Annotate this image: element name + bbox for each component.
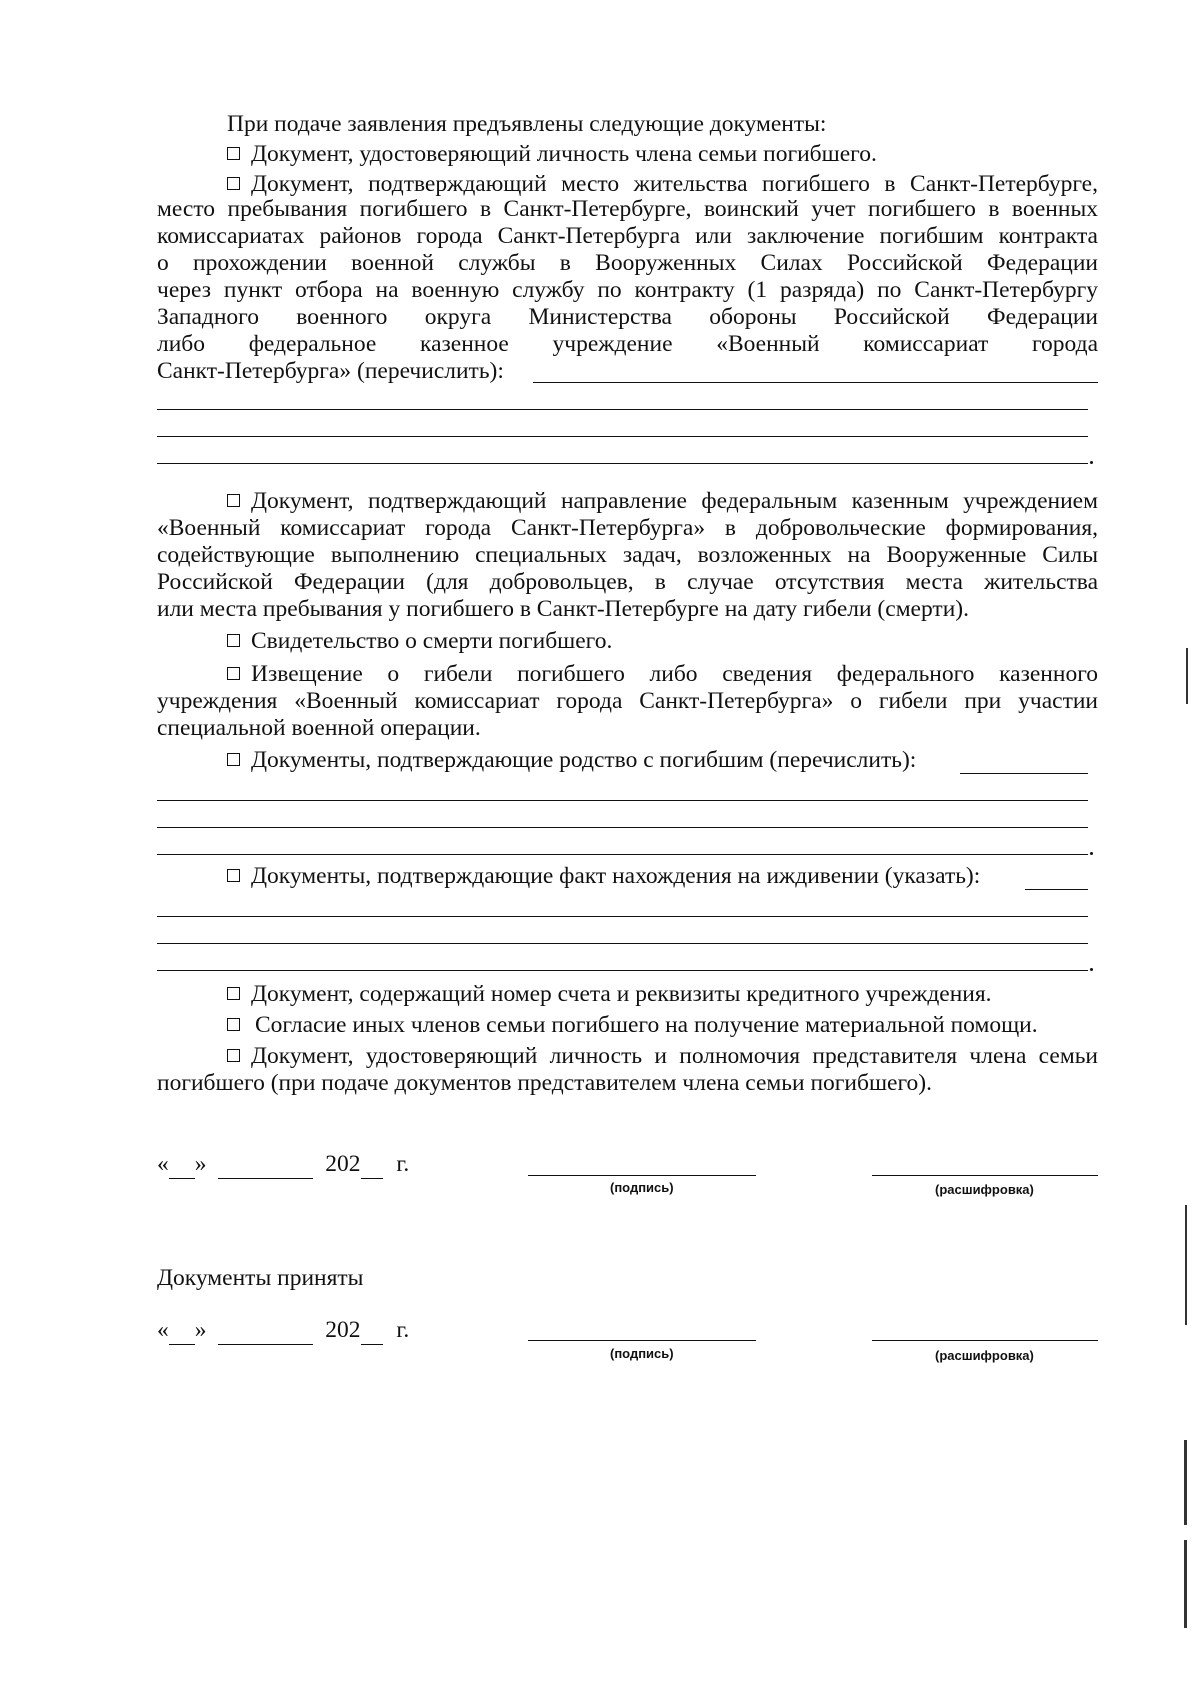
item-residence-line-6: Западного военного округа Министерства обороны Российской Федерации [157, 304, 1098, 330]
item-residence-line-3: комиссариатах районов города Санкт-Петербурга или заключение погибшим контракта [157, 223, 1098, 249]
item-bank-details: Документ, содержащий номер счета и реквизиты кредитного учреждения. [227, 980, 1098, 1008]
item-volunteer-line-5: или места пребывания у погибшего в Санкт-Петербурге на дату гибели (смерти). [157, 596, 969, 622]
item-residence-line-2: место пребывания погибшего в Санкт-Петербурге, воинский учет погибшего в военных [157, 196, 1098, 222]
item-representative-line-1: Документ, удостоверяющий личность и полномочия представителя члена семьи [227, 1042, 1098, 1070]
item-notice-line-2: учреждения «Военный комиссариат города Санкт-Петербурга» о гибели при участии [157, 688, 1098, 714]
item-residence-line-1: Документ, подтверждающий место жительства погибшего в Санкт-Петербурге, [227, 170, 1098, 198]
signature-caption: (подпись) [610, 1180, 674, 1195]
checkbox[interactable] [227, 177, 240, 190]
signature-line[interactable] [528, 1340, 756, 1341]
scan-edge-mark [1185, 1205, 1187, 1325]
month-blank[interactable] [218, 1316, 313, 1345]
item-dependency-documents: Документы, подтверждающие факт нахождения на иждивении (указать): [227, 862, 1098, 890]
fill-line[interactable] [1025, 889, 1088, 890]
item-identity-document: Документ, удостоверяющий личность члена семьи погибшего. [227, 140, 1098, 168]
item-volunteer-line-3: содействующие выполнению специальных задач, возложенных на Вооруженные Силы [157, 542, 1098, 568]
scan-edge-mark [1184, 1440, 1187, 1525]
signature-caption: (подпись) [610, 1346, 674, 1361]
fill-line[interactable] [157, 943, 1088, 944]
item-residence-line-4: о прохождении военной службы в Вооруженных Силах Российской Федерации [157, 250, 1098, 276]
applicant-date-field[interactable]: « » 202 г. [157, 1151, 410, 1177]
item-kinship-documents: Документы, подтверждающие родство с погибшим (перечислить): [227, 746, 1098, 774]
scan-edge-mark [1186, 648, 1188, 704]
month-blank[interactable] [218, 1150, 313, 1179]
name-decoding-line[interactable] [872, 1340, 1098, 1341]
item-volunteer-line-4: Российской Федерации (для добровольцев, в случае отсутствия места жительства [157, 569, 1098, 595]
fill-line[interactable] [157, 409, 1088, 410]
item-representative-line-2: погибшего (при подаче документов представителем члена семьи погибшего). [157, 1070, 932, 1096]
item-residence-line-5: через пункт отбора на военную службу по контракту (1 разряда) по Санкт-Петербургу [157, 277, 1098, 303]
item-volunteer-line-1: Документ, подтверждающий направление федеральным казенным учреждением [227, 487, 1098, 515]
year-blank[interactable] [361, 1150, 383, 1179]
period-mark [1090, 852, 1093, 855]
year-blank[interactable] [361, 1316, 383, 1345]
day-blank[interactable] [169, 1150, 195, 1179]
name-decoding-caption: (расшифровка) [935, 1348, 1034, 1363]
name-decoding-line[interactable] [872, 1175, 1098, 1176]
fill-line[interactable] [533, 382, 1098, 383]
checkbox[interactable] [227, 869, 240, 882]
signature-line[interactable] [528, 1175, 756, 1176]
period-mark [1090, 968, 1093, 971]
item-notice-line-1: Извещение о гибели погибшего либо сведения федерального казенного [227, 660, 1098, 688]
scan-edge-mark [1184, 1540, 1187, 1628]
fill-line[interactable] [157, 916, 1088, 917]
period-mark [1090, 461, 1093, 464]
item-residence-line-7: либо федеральное казенное учреждение «Военный комиссариат города [157, 331, 1098, 357]
checkbox[interactable] [227, 1049, 240, 1062]
item-notice-line-3: специальной военной операции. [157, 715, 481, 741]
acceptance-date-field[interactable]: « » 202 г. [157, 1317, 410, 1343]
fill-line[interactable] [157, 854, 1088, 855]
day-blank[interactable] [169, 1316, 195, 1345]
item-residence-line-8: Санкт-Петербурга» (перечислить): [157, 358, 504, 384]
fill-line[interactable] [157, 463, 1088, 464]
documents-accepted-label: Документы приняты [157, 1265, 364, 1291]
fill-line[interactable] [157, 800, 1088, 801]
checkbox[interactable] [227, 667, 240, 680]
checkbox[interactable] [227, 634, 240, 647]
item-family-consent: Согласие иных членов семьи погибшего на получение материальной помощи. [227, 1011, 1098, 1039]
name-decoding-caption: (расшифровка) [935, 1182, 1034, 1197]
checkbox[interactable] [227, 1018, 240, 1031]
checkbox[interactable] [227, 753, 240, 766]
checkbox[interactable] [227, 494, 240, 507]
intro-heading: При подаче заявления предъявлены следующие документы: [227, 111, 827, 137]
fill-line[interactable] [157, 970, 1088, 971]
fill-line[interactable] [157, 436, 1088, 437]
checkbox[interactable] [227, 987, 240, 1000]
fill-line[interactable] [157, 827, 1088, 828]
fill-line[interactable] [960, 773, 1088, 774]
item-volunteer-line-2: «Военный комиссариат города Санкт-Петербурга» в добровольческие формирования, [157, 515, 1098, 541]
item-death-certificate: Свидетельство о смерти погибшего. [227, 627, 1098, 655]
checkbox[interactable] [227, 147, 240, 160]
